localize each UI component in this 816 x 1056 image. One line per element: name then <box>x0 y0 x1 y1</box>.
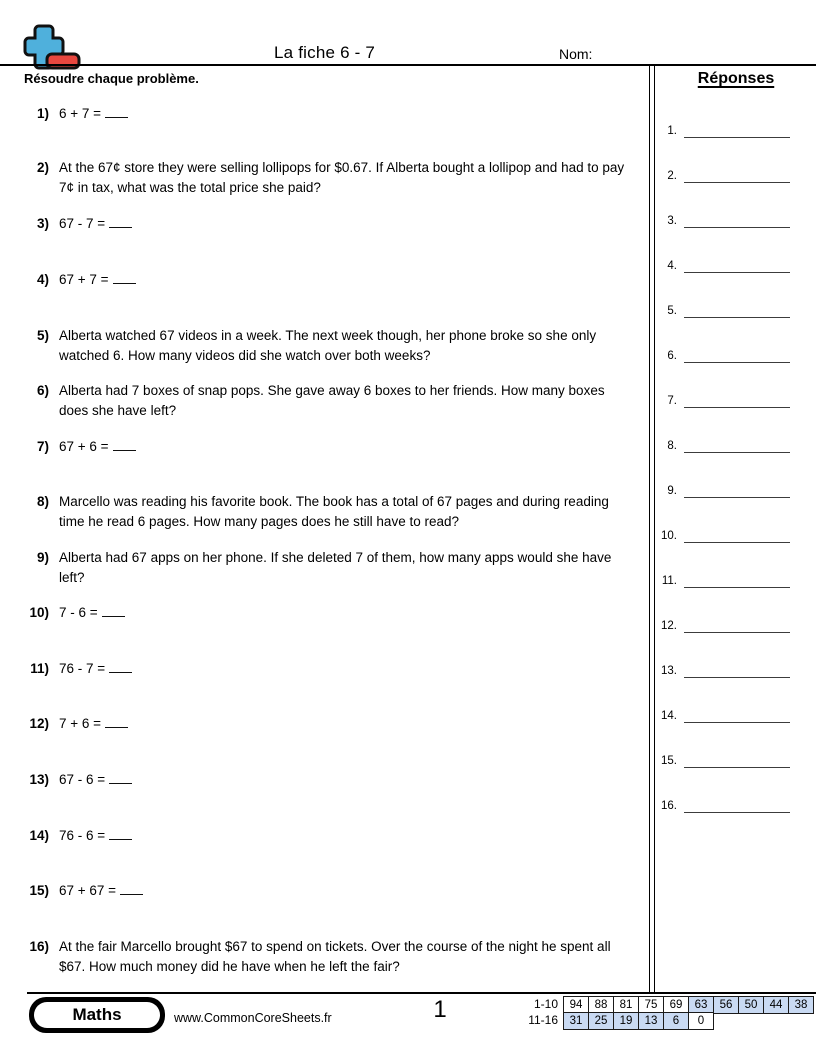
equation-blank <box>105 714 128 728</box>
score-cell: 50 <box>738 996 764 1014</box>
problem-text: Alberta had 67 apps on her phone. If she deleted 7 of them, how many apps would she have left? <box>59 550 612 585</box>
answer-number: 1. <box>667 125 677 137</box>
answer-number: 14. <box>661 710 677 722</box>
page-title: La fiche 6 - 7 <box>274 43 376 62</box>
problem-item <box>25 770 625 790</box>
problem-item <box>25 158 625 197</box>
answer-number: 15. <box>661 755 677 767</box>
page-number: 1 <box>433 996 447 1023</box>
problem-text: Alberta had 7 boxes of snap pops. She gave away 6 boxes to her friends. How many boxes does she have left? <box>59 383 605 418</box>
problem-number: 2) <box>36 160 49 175</box>
answer-row <box>650 122 790 138</box>
answer-number: 16. <box>661 800 677 812</box>
problem-number: 1) <box>36 106 49 121</box>
answer-number: 6. <box>667 350 677 362</box>
answer-blank-line <box>684 797 790 813</box>
score-cell: 44 <box>763 996 789 1014</box>
score-cell: 31 <box>563 1012 589 1030</box>
name-label: Nom: <box>559 46 593 62</box>
score-cell: 25 <box>588 1012 614 1030</box>
answer-number: 11. <box>661 575 677 587</box>
problem-text: 7 + 6 = <box>59 714 625 734</box>
problem-item <box>25 381 625 420</box>
problem-text: 6 + 7 = <box>59 104 625 124</box>
footer-divider <box>27 992 816 994</box>
problem-text: 67 + 67 = <box>59 881 625 901</box>
problem-text: 67 + 7 = <box>59 270 625 290</box>
instructions-text: Résoudre chaque problème. <box>24 71 199 86</box>
score-cell: 88 <box>588 996 614 1014</box>
answer-row <box>650 482 790 498</box>
score-cell: 75 <box>638 996 664 1014</box>
problem-text: 67 - 7 = <box>59 214 625 234</box>
answer-number: 10. <box>661 530 677 542</box>
problem-text: 76 - 7 = <box>59 659 625 679</box>
answer-blank-line <box>684 302 790 318</box>
problem-number: 10) <box>29 605 49 620</box>
problem-item <box>25 826 625 846</box>
equation-blank <box>109 659 132 673</box>
score-cell: 38 <box>788 996 814 1014</box>
score-cell: 69 <box>663 996 689 1014</box>
answer-blank-line <box>684 707 790 723</box>
problem-item <box>25 214 625 234</box>
problem-text: 67 - 6 = <box>59 770 625 790</box>
score-cell: 6 <box>663 1012 689 1030</box>
problem-number: 6) <box>36 383 49 398</box>
equation-blank <box>109 214 132 228</box>
website-text: www.CommonCoreSheets.fr <box>174 1011 332 1025</box>
score-cell: 0 <box>688 1012 714 1030</box>
score-cell: 13 <box>638 1012 664 1030</box>
problem-item <box>25 104 625 124</box>
score-cell: 19 <box>613 1012 639 1030</box>
answer-number: 12. <box>661 620 677 632</box>
answer-number: 8. <box>667 440 677 452</box>
answer-blank-line <box>684 482 790 498</box>
problem-item <box>25 326 625 365</box>
answer-row <box>650 707 790 723</box>
problem-number: 9) <box>36 550 49 565</box>
problem-number: 13) <box>29 772 49 787</box>
answer-row <box>650 302 790 318</box>
score-cell: 56 <box>713 996 739 1014</box>
equation-blank <box>105 104 128 118</box>
equation-blank <box>109 826 132 840</box>
problem-number: 16) <box>29 939 49 954</box>
problem-text: At the fair Marcello brought $67 to spend on tickets. Over the course of the night he spent all $67. How much money did he have when he left the fair? <box>59 939 611 974</box>
score-row-label: 11-16 <box>528 1013 558 1027</box>
problem-item <box>25 881 625 901</box>
score-table-row <box>563 1012 714 1030</box>
answer-blank-line <box>684 167 790 183</box>
problem-text: Alberta watched 67 videos in a week. The next week though, her phone broke so she only watched 6. How many videos did she watch over both weeks? <box>59 328 597 363</box>
answer-number: 4. <box>667 260 677 272</box>
answer-row <box>650 437 790 453</box>
answer-blank-line <box>684 617 790 633</box>
problem-item <box>25 270 625 290</box>
answer-blank-line <box>684 437 790 453</box>
score-cell: 81 <box>613 996 639 1014</box>
answer-row <box>650 257 790 273</box>
subject-badge-label: Maths <box>34 1002 160 1028</box>
answer-row <box>650 167 790 183</box>
subject-badge <box>29 997 165 1033</box>
problem-item <box>25 437 625 457</box>
equation-blank <box>120 881 143 895</box>
problem-item <box>25 548 625 587</box>
answer-row <box>650 572 790 588</box>
problem-item <box>25 659 625 679</box>
answer-blank-line <box>684 572 790 588</box>
answer-blank-line <box>684 662 790 678</box>
problem-text: Marcello was reading his favorite book. The book has a total of 67 pages and during reading time he read 6 pages. How many pages does he still have to read? <box>59 494 609 529</box>
score-cell: 63 <box>688 996 714 1014</box>
problem-text: 67 + 6 = <box>59 437 625 457</box>
answer-number: 3. <box>667 215 677 227</box>
equation-blank <box>102 603 125 617</box>
answer-blank-line <box>684 527 790 543</box>
problem-number: 5) <box>36 328 49 343</box>
problem-item <box>25 937 625 976</box>
answer-row <box>650 797 790 813</box>
problem-number: 15) <box>29 883 49 898</box>
problem-text: At the 67¢ store they were selling lollipops for $0.67. If Alberta bought a lollipop and had to pay 7¢ in tax, what was the total price she paid? <box>59 160 625 195</box>
score-row-label: 1-10 <box>533 997 558 1011</box>
answer-number: 2. <box>667 170 677 182</box>
answer-row <box>650 347 790 363</box>
answer-number: 5. <box>667 305 677 317</box>
problem-text: 7 - 6 = <box>59 603 625 623</box>
problem-number: 12) <box>29 716 49 731</box>
problem-number: 3) <box>36 216 49 231</box>
answer-row <box>650 617 790 633</box>
answer-blank-line <box>684 392 790 408</box>
problem-number: 7) <box>36 439 49 454</box>
answer-row <box>650 662 790 678</box>
problem-item <box>25 714 625 734</box>
problem-number: 14) <box>29 828 49 843</box>
answer-number: 7. <box>667 395 677 407</box>
answer-blank-line <box>684 257 790 273</box>
problem-number: 11) <box>30 661 49 676</box>
answer-blank-line <box>684 752 790 768</box>
answer-row <box>650 212 790 228</box>
answer-blank-line <box>684 122 790 138</box>
problem-number: 8) <box>36 494 49 509</box>
answer-row <box>650 752 790 768</box>
score-cell: 94 <box>563 996 589 1014</box>
equation-blank <box>109 770 132 784</box>
equation-blank <box>113 270 136 284</box>
header-divider <box>0 64 816 66</box>
answer-blank-line <box>684 212 790 228</box>
answer-number: 9. <box>667 485 677 497</box>
answer-number: 13. <box>661 665 677 677</box>
answers-heading: Réponses <box>697 70 775 87</box>
answer-row <box>650 527 790 543</box>
problem-item <box>25 492 625 531</box>
problem-item <box>25 603 625 623</box>
answer-row <box>650 392 790 408</box>
equation-blank <box>113 437 136 451</box>
problem-number: 4) <box>36 272 49 287</box>
problem-text: 76 - 6 = <box>59 826 625 846</box>
answer-blank-line <box>684 347 790 363</box>
